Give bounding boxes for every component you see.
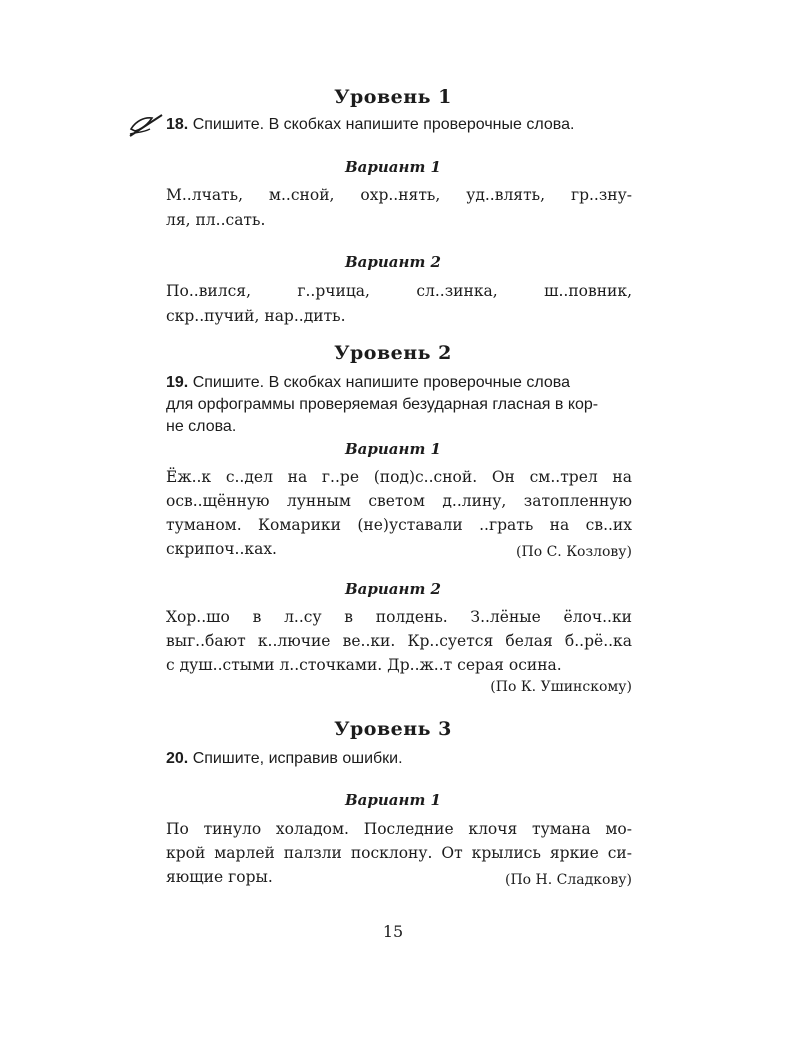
exercise-line: скр..пучий, нар..дить. bbox=[166, 307, 346, 325]
task-19-text: не слова. bbox=[166, 418, 237, 435]
task-20 bbox=[166, 748, 636, 770]
task-20-variant-1-heading: Вариант 1 bbox=[345, 791, 441, 809]
task-19-number: 19. bbox=[166, 374, 189, 391]
exercise-line: По..вился, г..рчица, сл..зинка, ш..повник, bbox=[166, 282, 632, 300]
task-18 bbox=[166, 114, 636, 136]
task-18-variant-2-heading: Вариант 2 bbox=[345, 253, 441, 271]
task-19-text: Спишите. В скобках напишите проверочные слова bbox=[188, 374, 570, 391]
level-3-heading: Уровень 3 bbox=[334, 718, 452, 740]
source-attribution: (По С. Козлову) bbox=[516, 544, 632, 560]
exercise-line: По тинуло холадом. Последние клочя тумана мо- bbox=[166, 820, 632, 838]
task-18-number: 18. bbox=[166, 116, 189, 133]
task-20-number: 20. bbox=[166, 750, 189, 767]
exercise-line: туманом. Комарики (не)уставали ..грать на св..их bbox=[166, 516, 632, 534]
source-attribution: (По Н. Сладкову) bbox=[505, 872, 632, 888]
pen-icon bbox=[128, 112, 164, 138]
level-2-heading: Уровень 2 bbox=[334, 342, 452, 364]
task-19-text: для орфограммы проверяемая безударная гласная в кор- bbox=[166, 396, 599, 413]
task-19-variant-1-heading: Вариант 1 bbox=[345, 440, 441, 458]
task-18-text: Спишите. В скобках напишите проверочные слова. bbox=[188, 116, 575, 133]
exercise-line: с душ..стыми л..сточками. Др..ж..т серая осина. bbox=[166, 656, 562, 674]
exercise-line: выг..бают к..лючие ве..ки. Кр..суется белая б..рё..ка bbox=[166, 632, 632, 650]
task-19-variant-2-heading: Вариант 2 bbox=[345, 580, 441, 598]
exercise-line: ля, пл..сать. bbox=[166, 211, 266, 229]
level-1-heading: Уровень 1 bbox=[334, 86, 452, 108]
exercise-line: Хор..шо в л..су в полдень. З..лёные ёлоч..ки bbox=[166, 608, 632, 626]
task-18-variant-1-heading: Вариант 1 bbox=[345, 158, 441, 176]
exercise-line: скрипоч..ках. bbox=[166, 540, 277, 558]
exercise-line: М..лчать, м..сной, охр..нять, уд..влять, гр..зну- bbox=[166, 186, 632, 204]
exercise-line: крой марлей палзли посклону. От крылись яркие си- bbox=[166, 844, 632, 862]
task-19 bbox=[166, 372, 636, 438]
exercise-line: осв..щённую лунным светом д..лину, затопленную bbox=[166, 492, 632, 510]
task-20-text: Спишите, исправив ошибки. bbox=[188, 750, 403, 767]
exercise-line: Ёж..к с..дел на г..ре (под)с..сной. Он см..трел на bbox=[166, 468, 632, 486]
source-attribution: (По К. Ушинскому) bbox=[490, 679, 632, 695]
page-number: 15 bbox=[382, 922, 404, 941]
exercise-line: яющие горы. bbox=[166, 868, 273, 886]
